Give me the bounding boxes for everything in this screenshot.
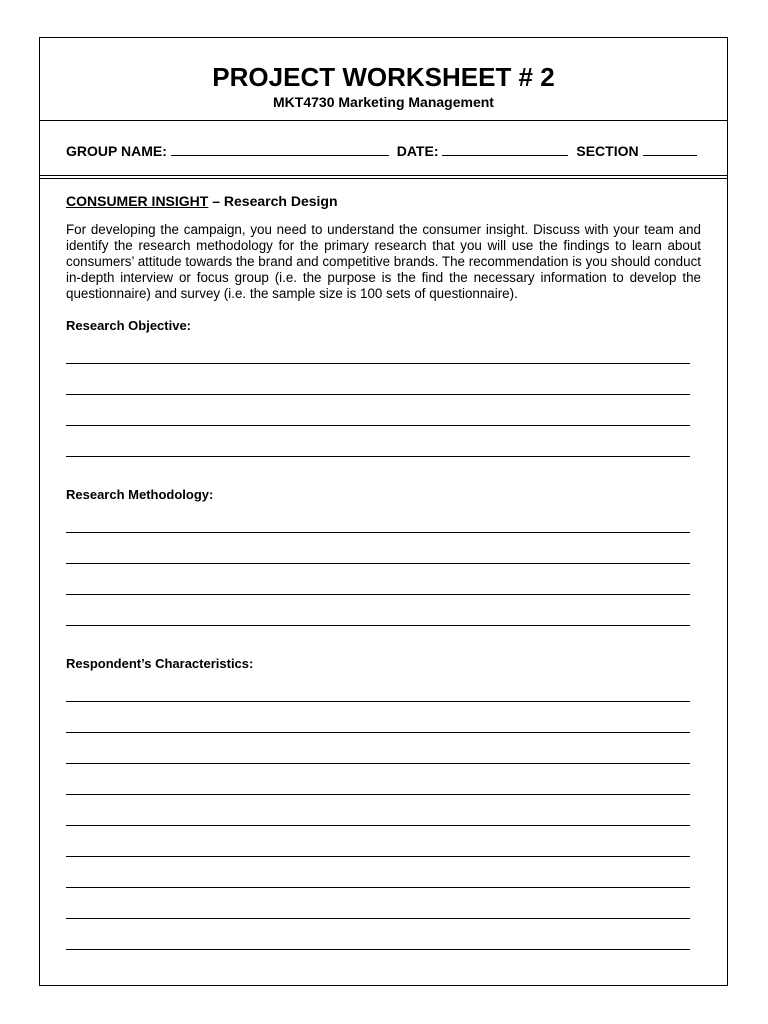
section-field[interactable] [643,143,697,156]
section-label: SECTION [576,143,639,159]
group-name-field[interactable] [171,143,389,156]
respondent-characteristics-line[interactable] [66,887,690,888]
worksheet-page [39,37,728,986]
worksheet-header [40,38,727,121]
research-objective-line[interactable] [66,456,690,457]
research-objective-label: Research Objective: [66,318,192,333]
section-heading [66,192,701,210]
group-info-row [66,142,701,160]
research-objective-line[interactable] [66,363,690,364]
course-subtitle: MKT4730 Marketing Management [273,94,494,110]
divider-bottom [40,178,727,179]
date-field[interactable] [442,143,568,156]
respondent-characteristics-line[interactable] [66,856,690,857]
date-label: DATE: [396,143,439,159]
respondent-characteristics-line[interactable] [66,949,690,950]
research-methodology-line[interactable] [66,625,690,626]
research-objective-line[interactable] [66,425,690,426]
respondent-characteristics-line[interactable] [66,763,690,764]
section-heading-sub: – Research Design [208,193,338,209]
section-heading-main: CONSUMER INSIGHT [66,193,209,209]
respondent-characteristics-line[interactable] [66,918,690,919]
instructions-paragraph: For developing the campaign, you need to understand the consumer insight. Discuss with your team and identify the research methodology for the primary research that you will use the findings to learn about consumers’ attitude towards the brand and competitive brands. The recommendation is you should conduct in-depth interview or focus group (i.e. the purpose is the find the necessary information to develop the questionnaire) and survey (i.e. the sample size is 100 sets of questionnaire). [66,222,701,301]
research-methodology-line[interactable] [66,532,690,533]
respondent-characteristics-line[interactable] [66,732,690,733]
research-methodology-line[interactable] [66,563,690,564]
respondent-characteristics-line[interactable] [66,701,690,702]
respondent-characteristics-label: Respondent’s Characteristics: [66,656,254,671]
research-methodology-line[interactable] [66,594,690,595]
group-name-label: GROUP NAME: [66,143,167,159]
research-methodology-label: Research Methodology: [66,487,214,502]
divider-top [40,175,727,176]
consumer-insight-section [66,192,701,302]
respondent-characteristics-line[interactable] [66,825,690,826]
page-title: PROJECT WORKSHEET # 2 [212,62,555,92]
research-objective-line[interactable] [66,394,690,395]
respondent-characteristics-line[interactable] [66,794,690,795]
